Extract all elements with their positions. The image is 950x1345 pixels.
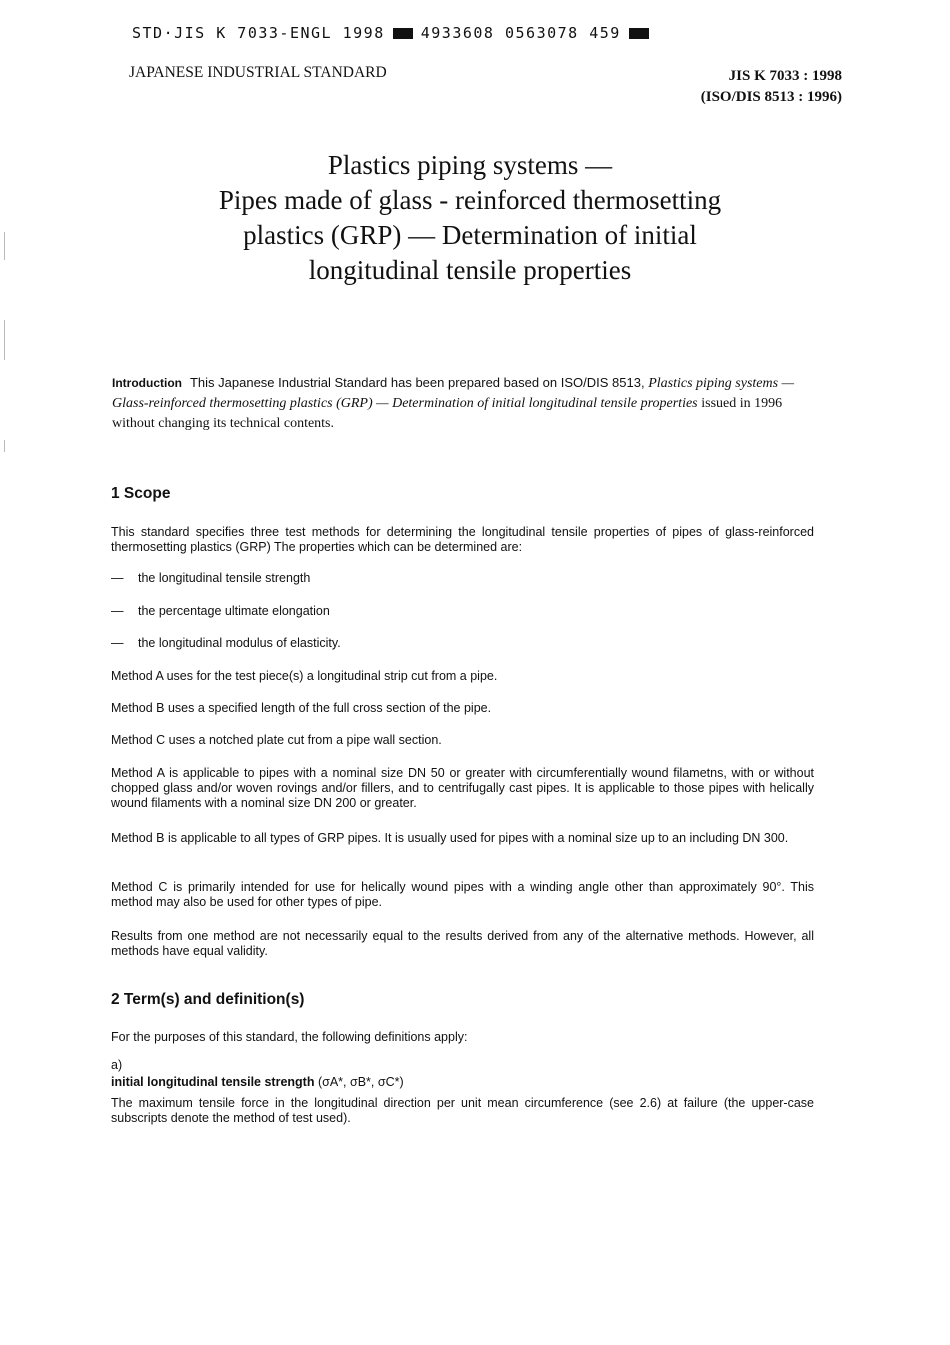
list-item [111,636,341,650]
list-item-text: the longitudinal modulus of elasticity. [138,636,341,650]
introduction-tail: issued in 1996 without changing its technical contents. [112,396,783,431]
section-heading-scope: 1 Scope [111,485,171,502]
list-item-text: the percentage ultimate elongation [138,604,330,618]
definition-symbols: (σA*, σB*, σC*) [317,1075,404,1089]
list-dash: — [111,571,124,585]
list-item [111,571,310,585]
definition-label: a) [111,1058,123,1072]
scope-paragraph: This standard specifies three test methods for determining the longitudinal tensile properties of pipes of glass-reinforced thermosetting plastics (GRP) The properties which can be determined are: [111,525,814,554]
standard-code [701,66,842,108]
introduction-label: Introduction [112,376,182,390]
stamp-left: STD·JIS K 7033-ENGL 1998 [132,24,385,42]
section-heading-terms: 2 Term(s) and definition(s) [111,991,305,1008]
standard-label: JAPANESE INDUSTRIAL STANDARD [129,64,387,81]
method-b-applicability: Method B is applicable to all types of GRP pipes. It is usually used for pipes with a nominal size up to an including DN 300. [111,831,789,845]
definition-term-line [111,1075,814,1090]
list-item [111,604,330,618]
document-stamp [132,24,657,42]
terms-intro: For the purposes of this standard, the following definitions apply: [111,1030,468,1044]
title-line: Plastics piping systems — [327,150,613,180]
list-dash: — [111,604,124,618]
method-c-uses: Method C uses a notched plate cut from a pipe wall section. [111,733,442,747]
method-b-uses: Method B uses a specified length of the full cross section of the pipe. [111,701,492,715]
stamp-block [629,28,649,39]
standard-code-line2: (ISO/DIS 8513 : 1996) [700,89,842,105]
introduction-title-ref: Plastics piping systems — Glass-reinforced thermosetting plastics (GRP) — Determination of initial longitudinal tensile properties [112,376,795,411]
title-line: longitudinal tensile properties [308,255,632,285]
stamp-mid: 4933608 0563078 459 [420,24,621,42]
standard-code-line1: JIS K 7033 : 1998 [728,68,842,84]
scan-mark [4,440,5,452]
results-paragraph: Results from one method are not necessarily equal to the results derived from any of the alternative methods. However, all methods have equal validity. [111,929,814,958]
scan-mark [4,320,5,360]
scan-mark [4,232,5,260]
list-item-text: the longitudinal tensile strength [138,571,311,585]
method-a-applicability: Method A is applicable to pipes with a nominal size DN 50 or greater with circumferentially wound filametns, with or without chopped glass and/or woven rovings and/or fillers, and to centrifugally cast pipes. It is applicable to those pipes with helically wound filaments with a nominal size DN 200 or greater. [111,766,814,810]
method-c-applicability: Method C is primarily intended for use for helically wound pipes with a winding angle other than approximately 90°. This method may also be used for other types of pipe. [111,880,814,909]
definition-term: initial longitudinal tensile strength [111,1075,315,1089]
title-line: Pipes made of glass - reinforced thermosetting [218,185,722,215]
document-title [120,148,820,288]
introduction-text: This Japanese Industrial Standard has been prepared based on ISO/DIS 8513, [189,375,645,390]
stamp-block [393,28,413,39]
introduction-paragraph [112,373,812,433]
list-dash: — [111,636,124,650]
definition-text: The maximum tensile force in the longitudinal direction per unit mean circumference (see 2.6) at failure (the upper-case subscripts denote the method of test used). [111,1096,814,1125]
method-a-uses: Method A uses for the test piece(s) a longitudinal strip cut from a pipe. [111,669,498,683]
title-line: plastics (GRP) — Determination of initial [243,220,697,250]
